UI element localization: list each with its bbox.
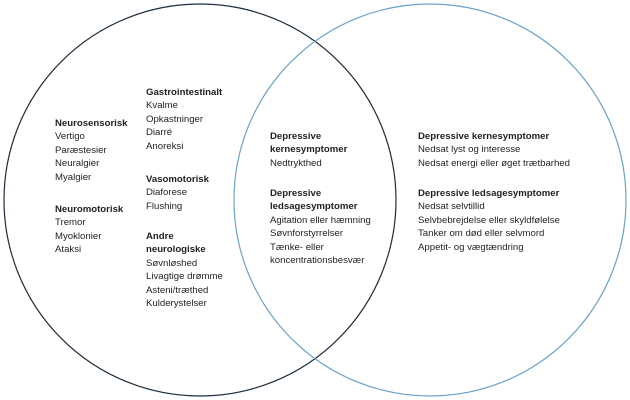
list-item: Myalgier	[55, 171, 92, 183]
list-item: Selvbebrejdelse eller skyldfølelse	[418, 214, 560, 226]
group-andre-neurologiske	[146, 230, 223, 310]
group-heading-line: Depressive	[270, 188, 322, 199]
group-heading: Neurosensorisk	[55, 118, 128, 129]
list-item: Appetit- og vægtændring	[418, 241, 524, 253]
group-heading: Depressive ledsagesymptomer	[418, 188, 560, 199]
list-item: Nedtrykthed	[270, 157, 322, 169]
list-item: Kvalme	[146, 100, 178, 112]
group-heading-line: Andre	[146, 231, 174, 242]
list-item: Asteni/træthed	[146, 284, 209, 296]
group-heading: Gastrointestinalt	[146, 87, 223, 98]
group-neuromotorisk	[55, 203, 123, 257]
group-heading-line: neurologiske	[146, 244, 206, 256]
list-item: koncentrationsbesvær	[270, 255, 365, 267]
group-overlap-kernesymptomer	[270, 130, 347, 170]
list-item: Søvnløshed	[146, 257, 198, 269]
list-item: Tremor	[55, 217, 86, 229]
group-heading: Vasomotorisk	[146, 174, 209, 185]
list-item: Anoreksi	[146, 140, 184, 152]
group-right-kernesymptomer	[418, 130, 570, 170]
group-right-ledsagesymptomer	[418, 187, 560, 254]
list-item: Ataksi	[55, 244, 82, 256]
group-heading: Depressive kernesymptomer	[418, 131, 550, 142]
group-heading-line: kernesymptomer	[270, 144, 348, 156]
list-item: Nedsat selvtillid	[418, 201, 485, 213]
list-item: Livagtige drømme	[146, 271, 223, 283]
list-item: Diarré	[146, 127, 173, 139]
list-item: Nedsat energi eller øget trætbarhed	[418, 157, 570, 169]
list-item: Tænke- eller	[270, 241, 324, 253]
group-neurosensorisk	[55, 117, 128, 184]
list-item: Vertigo	[55, 131, 85, 143]
list-item: Agitation eller hæmning	[270, 214, 371, 226]
list-item: Nedsat lyst og interesse	[418, 144, 521, 156]
list-item: Diaforese	[146, 187, 188, 199]
group-vasomotorisk	[146, 173, 209, 213]
group-heading-line: Depressive	[270, 131, 322, 142]
list-item: Kulderystelser	[146, 298, 207, 310]
group-heading: Neuromotorisk	[55, 204, 124, 215]
list-item: Neuralgier	[55, 158, 100, 170]
group-gastrointestinalt	[146, 86, 222, 153]
list-item: Flushing	[146, 200, 183, 212]
list-item: Paræstesier	[55, 144, 107, 156]
list-item: Opkastninger	[146, 113, 204, 125]
group-overlap-ledsagesymptomer	[270, 187, 371, 267]
list-item: Søvnforstyrrelser	[270, 228, 344, 240]
group-heading-line: ledsagesymptomer	[270, 201, 358, 213]
list-item: Tanker om død eller selvmord	[418, 228, 545, 240]
list-item: Myoklonier	[55, 230, 102, 242]
